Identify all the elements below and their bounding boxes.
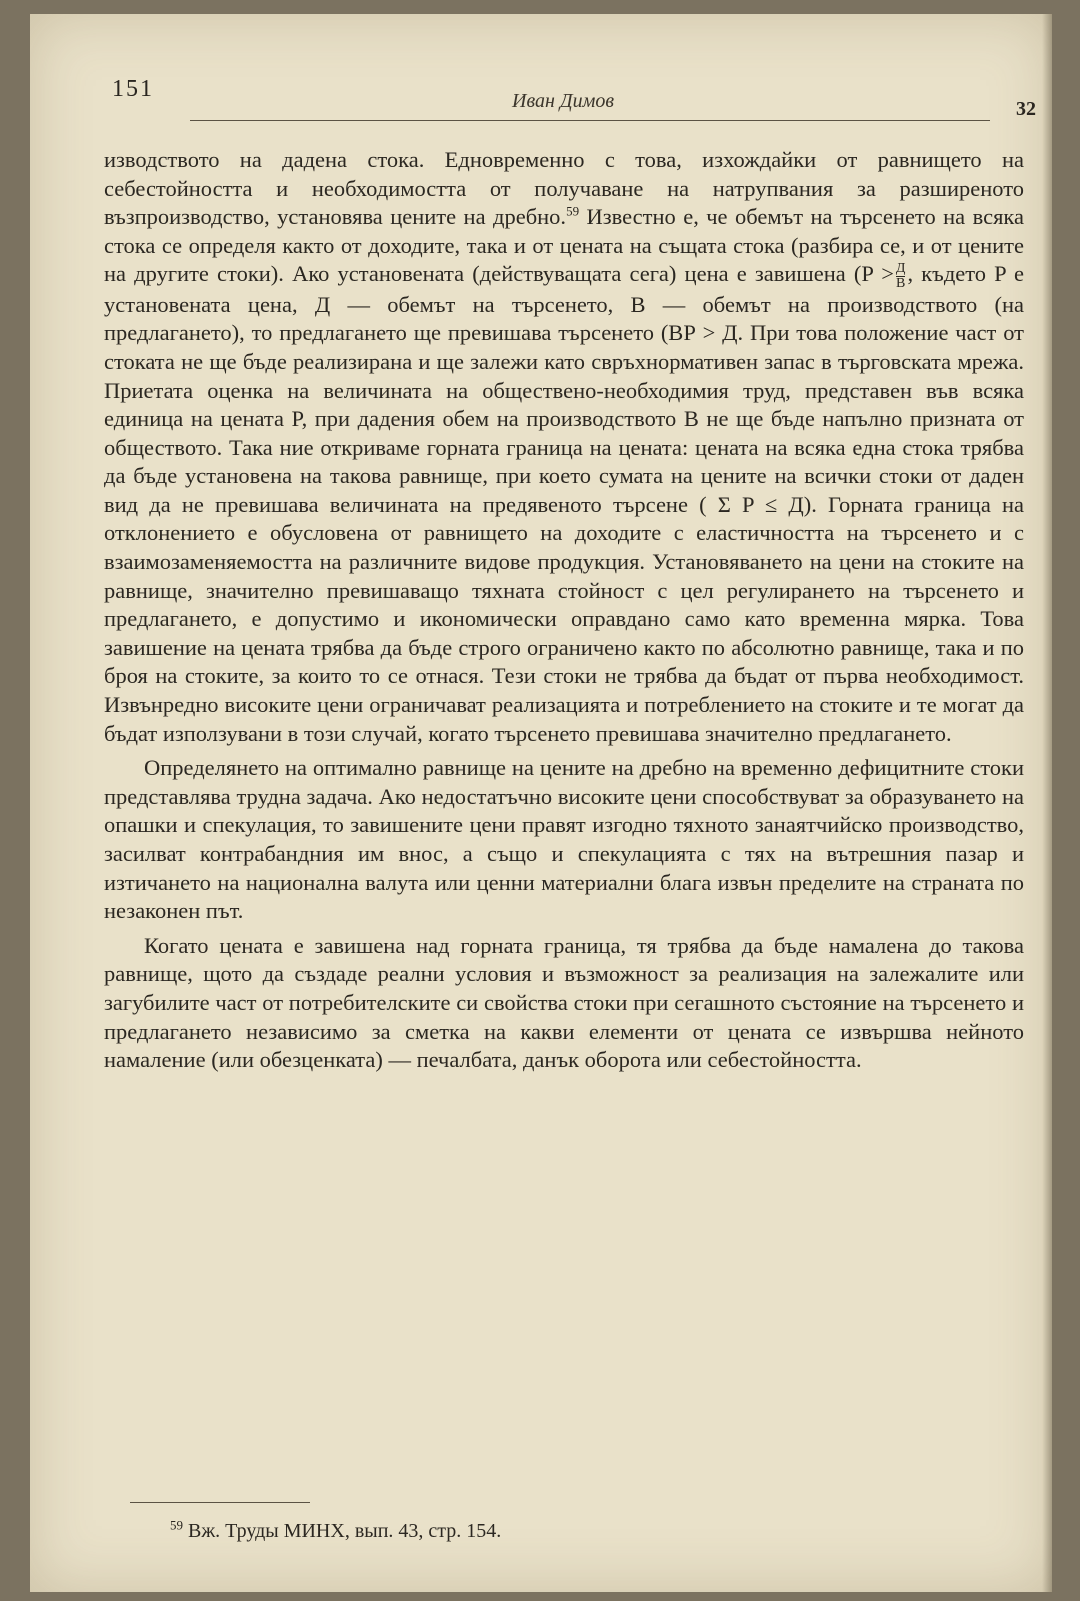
footnote-ref: 59 xyxy=(566,203,580,219)
footnote xyxy=(170,1517,502,1543)
paragraph-1-text: изводството на дадена стока. Едновременно с това, изхождайки от равнището на себестойността и необходимостта от получаване на натрупвания за разширеното възпроизводство, установява цените на дребно. xyxy=(104,147,1024,230)
paragraph-4: Когато цената е завишена над горната граница, тя трябва да бъде намалена до такова равнище, щото да създаде реални условия и възможност за реализация на залежалите или загубилите част от потребителските си свойства стоки при сегашното състояние на търсенето и предлагането независимо за сметка на какви елементи от цената се извършва нейното намаление (или обезценката) — печалбата, данък оборота или себестойността. xyxy=(104,932,1024,1073)
footnote-marker: 59 xyxy=(170,1517,183,1533)
fraction xyxy=(896,262,906,291)
book-page xyxy=(30,14,1052,1592)
header-rule xyxy=(190,120,990,121)
fraction-numerator: Д xyxy=(895,260,906,276)
paragraph-3: Определянето на оптимално равнище на цените на дребно на временно дефицитните стоки представлява трудна задача. Ако недостатъчно високите цени способствуват за образуването на опашки и спекулация, то завишените цени правят изгодно тяхното занаятчийско производство, засилват контрабандния им внос, а също и спекулацията с тях на вътрешния пазар и изтичането на национална валута или ценни материални блага извън пределите на страната по незаконен път. xyxy=(104,755,1024,924)
running-head: Иван Димов xyxy=(512,90,615,112)
fraction-denominator: В xyxy=(896,275,906,291)
page-header xyxy=(30,76,1052,126)
footnote-rule xyxy=(130,1502,310,1503)
paragraph-2-text: Известно е, че обемът на търсенето на всяка стока се определя както от доходите, така и от цената на същата стока (разбира се, и от цените на другите стоки). Ако установената (действуващата сега) цена е завишена (P > xyxy=(104,204,1025,287)
page-number-right: 32 xyxy=(1016,98,1036,120)
body-text xyxy=(104,146,1024,1081)
paragraph-1 xyxy=(104,146,1024,748)
page-edge-shadow xyxy=(1042,14,1052,1592)
footnote-text: Вж. Труды МИНХ, вып. 43, стр. 154. xyxy=(188,1520,502,1542)
paragraph-2-continuation: , където P е установената цена, Д — обемът на търсенето, В — обемът на производството (на предлагането), то предлагането ще превишава търсенето (ВР > Д. При това положение част от стоката не ще бъде реализирана и ще залежи като свръхнормативен запас в търговската мрежа. Приетата оценка на величината на обществено-необходимия труд, представен във всяка единица на цената P, при дадения обем на производството В не ще бъде напълно призната от обществото. Така ние откриваме горната граница на цената: цената на всяка една стока трябва да бъде установена на такова равнище, при което сумата на цените на всички стоки от даден вид да не превишава величината на предявеното търсене ( Σ P ≤ Д). Горната граница на отклонението е обусловена от равнището на доходите с еластичността на търсенето и с взаимозаменяемостта на различните видове продукция. Установяването на цени на стоките на равнище, значително превишаващо тяхната стойност с цел регулирането на търсенето и предлагането, е допустимо и икономически оправдано само като временна мярка. Това завишение на цената трябва да бъде строго ограничено както по абсолютно равнище, така и по броя на стоките, за които то се отнася. Тези стоки не трябва да бъдат от първа необходимост. Извънредно високите цени ограничават реализацията и потреблението на стоките и те могат да бъдат използувани в този случай, когато търсенето превишава значително предлагането. xyxy=(104,261,1024,746)
page-number-left: 151 xyxy=(112,76,154,102)
